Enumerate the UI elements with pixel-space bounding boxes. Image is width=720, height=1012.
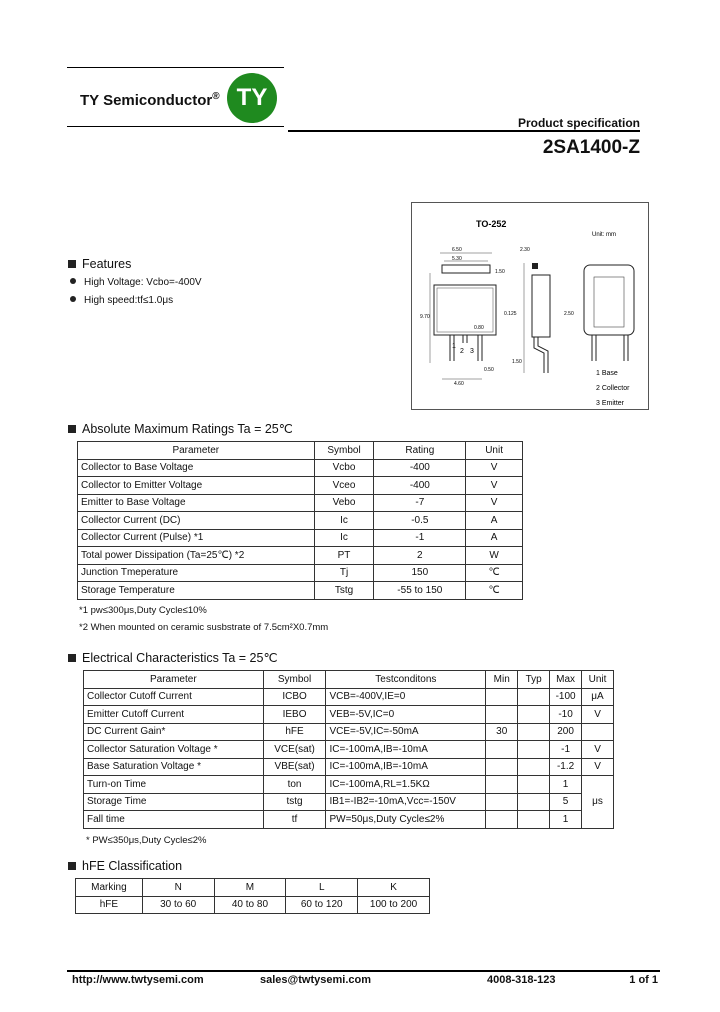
table-row: Storage Time tstg IB1=-IB2=-10mA,Vcc=-150V 5 bbox=[84, 793, 614, 811]
ty-logo: TY bbox=[227, 73, 277, 123]
table-row: Emitter Cutoff Current IEBO VEB=-5V,IC=0 -10 V bbox=[84, 706, 614, 724]
table-header: Parameter Symbol Testconditons Min Typ Max Unit bbox=[84, 671, 614, 689]
table-row: Emitter to Base Voltage Vebo -7 V bbox=[78, 494, 523, 512]
table-row: Junction Tmeperature Tj 150 ℃ bbox=[78, 564, 523, 582]
svg-text:2: 2 bbox=[460, 348, 464, 355]
svg-text:9.70: 9.70 bbox=[420, 314, 430, 320]
doc-type: Product specification bbox=[517, 116, 640, 130]
table-row: Fall time tf PW=50μs,Duty Cycle≤2% 1 bbox=[84, 811, 614, 829]
table-row: Collector Current (Pulse) *1 Ic -1 A bbox=[78, 529, 523, 547]
footer-page: 1 of 1 bbox=[629, 974, 658, 986]
svg-text:1: 1 bbox=[452, 343, 456, 350]
table-row: Collector Cutoff Current ICBO VCB=-400V,IE=0 -100 μA bbox=[84, 688, 614, 706]
abs-max-note-2: *2 When mounted on ceramic susbstrate of 7.5cm²X0.7mm bbox=[79, 622, 329, 633]
hfe-table bbox=[75, 878, 430, 914]
svg-text:0.80: 0.80 bbox=[474, 325, 484, 331]
svg-text:2 Collector: 2 Collector bbox=[596, 385, 630, 392]
svg-text:1.50: 1.50 bbox=[512, 359, 522, 365]
svg-text:5.30: 5.30 bbox=[452, 256, 462, 262]
table-row: hFE 30 to 60 40 to 80 60 to 120 100 to 200 bbox=[76, 896, 430, 914]
feature-item: High Voltage: Vcbo=-400V bbox=[70, 277, 202, 295]
package-name: TO-252 bbox=[476, 219, 507, 229]
abs-max-title: Absolute Maximum Ratings Ta = 25℃ bbox=[68, 421, 293, 436]
elec-table bbox=[83, 670, 614, 829]
features-title: Features bbox=[68, 257, 131, 271]
part-number: 2SA1400-Z bbox=[542, 137, 640, 158]
svg-text:0.50: 0.50 bbox=[484, 367, 494, 373]
table-row: Collector Current (DC) Ic -0.5 A bbox=[78, 512, 523, 530]
elec-title: Electrical Characteristics Ta = 25℃ bbox=[68, 650, 277, 665]
table-row: Collector to Emitter Voltage Vceo -400 V bbox=[78, 477, 523, 495]
table-row: Turn-on Time ton IC=-100mA,RL=1.5KΩ 1 μs bbox=[84, 776, 614, 794]
svg-text:1.50: 1.50 bbox=[495, 269, 505, 275]
company-name: TY Semiconductor® bbox=[80, 91, 220, 109]
svg-text:6.50: 6.50 bbox=[452, 247, 462, 253]
footer-phone: 4008-318-123 bbox=[487, 974, 556, 986]
footer-website[interactable]: http://www.twtysemi.com bbox=[72, 974, 204, 986]
svg-text:0.125: 0.125 bbox=[504, 311, 517, 317]
feature-item: High speed:tf≤1.0μs bbox=[70, 295, 202, 313]
footer-email[interactable]: sales@twtysemi.com bbox=[260, 974, 371, 986]
elec-note: * PW≤350μs,Duty Cycle≤2% bbox=[86, 835, 207, 846]
table-row: Marking N M L K bbox=[76, 879, 430, 897]
package-drawing bbox=[411, 202, 649, 410]
svg-text:3 Emitter: 3 Emitter bbox=[596, 400, 625, 407]
table-row: Collector to Base Voltage Vcbo -400 V bbox=[78, 459, 523, 477]
table-header: Parameter Symbol Rating Unit bbox=[78, 442, 523, 460]
abs-max-note-1: *1 pw≤300μs,Duty Cycle≤10% bbox=[79, 605, 207, 616]
svg-text:4.60: 4.60 bbox=[454, 381, 464, 387]
svg-text:3: 3 bbox=[470, 348, 474, 355]
hfe-title: hFE Classification bbox=[68, 859, 182, 873]
table-row: Total power Dissipation (Ta=25℃) *2 PT 2 W bbox=[78, 547, 523, 565]
table-row: Collector Saturation Voltage * VCE(sat) IC=-100mA,IB=-10mA -1 V bbox=[84, 741, 614, 759]
table-row: Storage Temperature Tstg -55 to 150 ℃ bbox=[78, 582, 523, 600]
package-unit: Unit: mm bbox=[592, 232, 616, 238]
svg-text:2.50: 2.50 bbox=[564, 311, 574, 317]
svg-text:2.30: 2.30 bbox=[520, 247, 530, 253]
svg-text:1 Base: 1 Base bbox=[596, 370, 618, 377]
table-row: DC Current Gain* hFE VCE=-5V,IC=-50mA 30 200 bbox=[84, 723, 614, 741]
table-row: Base Saturation Voltage * VBE(sat) IC=-100mA,IB=-10mA -1.2 V bbox=[84, 758, 614, 776]
features-list bbox=[70, 277, 202, 313]
abs-max-table bbox=[77, 441, 523, 600]
